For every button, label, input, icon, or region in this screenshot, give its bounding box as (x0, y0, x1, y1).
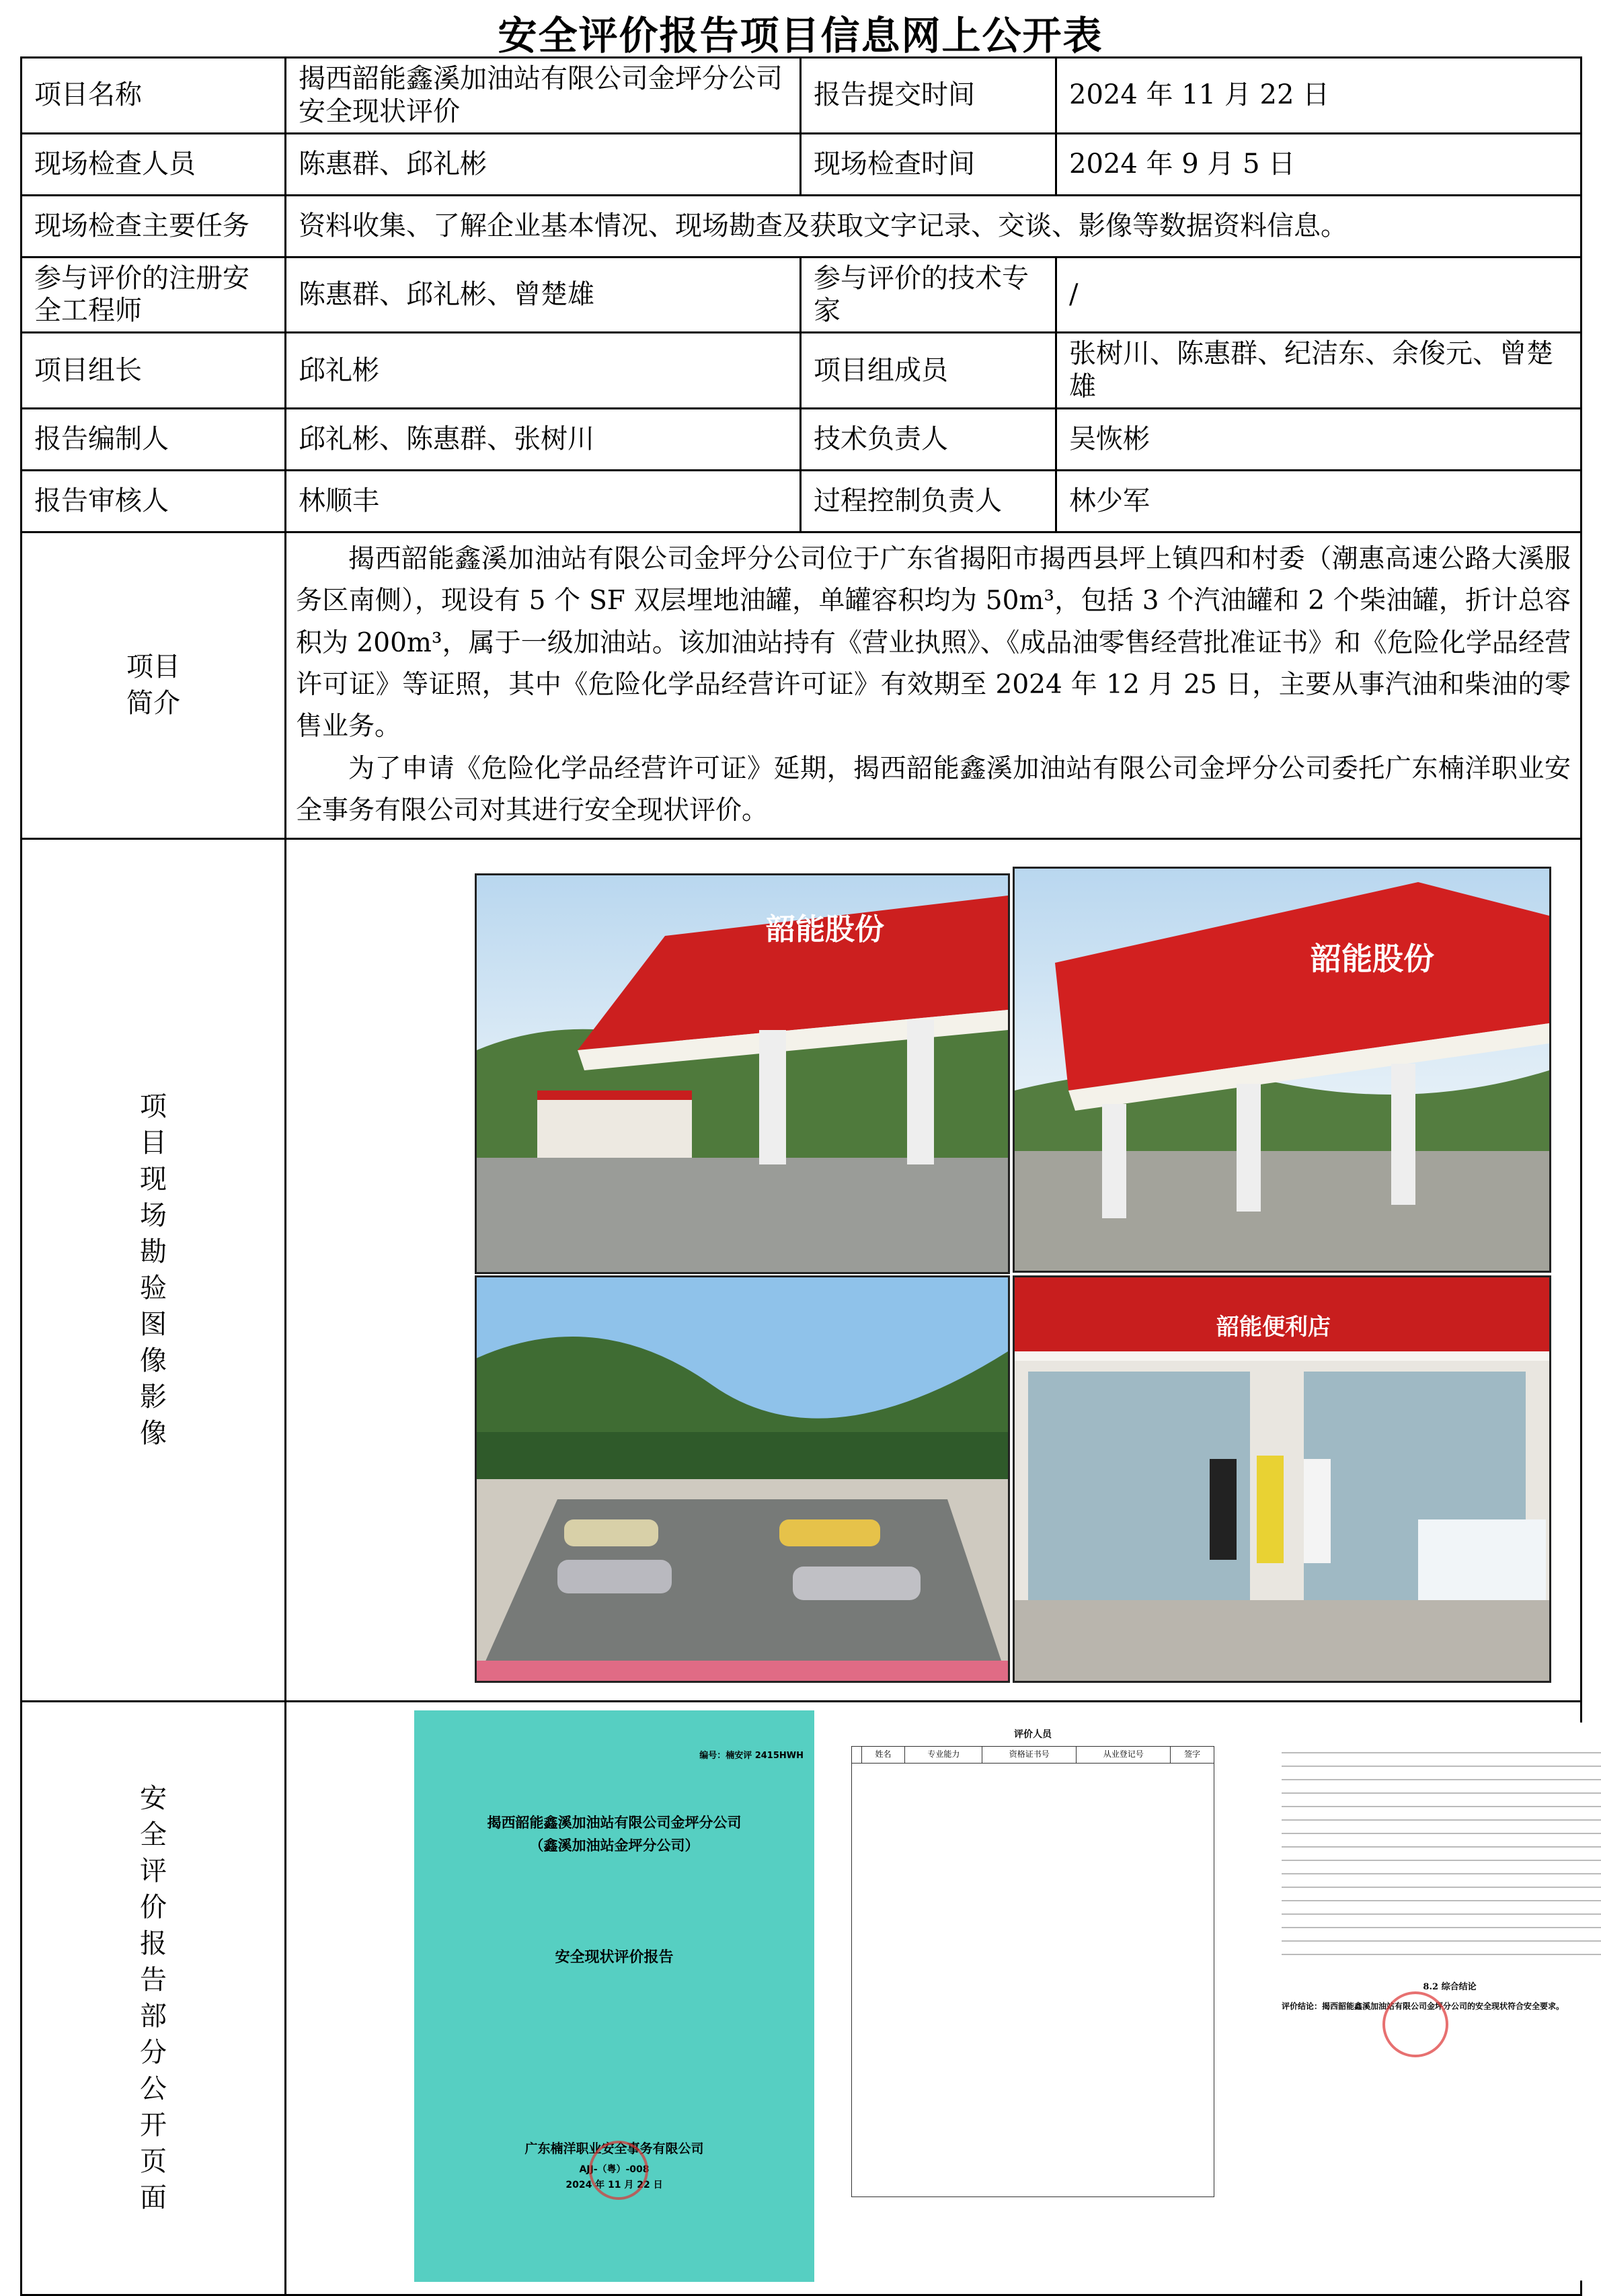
staff-page (851, 1723, 1214, 2281)
experts-label: 参与评价的技术专家 (801, 257, 1056, 333)
conclusion-body-lines (1282, 1740, 1601, 1962)
intro-paragraph-2: 为了申请《危险化学品经营许可证》延期，揭西韶能鑫溪加油站有限公司金坪分公司委托广东楠洋职业安全事务有限公司对其进行安全现状评价。 (296, 753, 1571, 826)
tech-lead: 吴恢彬 (1056, 408, 1582, 470)
store-photo (1013, 1275, 1551, 1683)
experts: / (1056, 257, 1582, 333)
staff-header-cell: 资格证书号 (982, 1746, 1077, 1763)
conclusion-text: 评价结论：揭西韶能鑫溪加油站有限公司金坪分公司的安全现状符合安全要求。 (1282, 2002, 1565, 2012)
compilers: 邱礼彬、陈惠群、张树川 (286, 408, 801, 470)
members-label: 项目组成员 (801, 333, 1056, 409)
cover-org: 广东楠洋职业安全事务有限公司 (524, 2141, 704, 2157)
staff-table (851, 1746, 1214, 2197)
staff-header-cell (852, 1746, 862, 1763)
staff-table-body (852, 1763, 1214, 2196)
cover-report-title: 安全现状评价报告 (555, 1948, 674, 1966)
shop-sign-text: 韶能便利店 (1216, 1313, 1331, 1341)
members: 张树川、陈惠群、纪洁东、余俊元、曾楚雄 (1056, 333, 1582, 409)
conclusion-title: 8.2 综合结论 (1423, 1981, 1477, 1992)
cover-company-alias: （鑫溪加油站金坪分公司） (529, 1837, 699, 1854)
submit-time-label: 报告提交时间 (801, 58, 1056, 134)
task: 资料收集、了解企业基本情况、现场勘查及获取文字记录、交谈、影像等数据资料信息。 (286, 195, 1582, 257)
page-title: 安全评价报告项目信息网上公开表 (498, 13, 1103, 58)
report-cover (414, 1710, 814, 2282)
inspectors: 陈惠群、邱礼彬 (286, 133, 801, 195)
process-lead: 林少军 (1056, 470, 1582, 532)
engineers-label: 参与评价的注册安全工程师 (22, 257, 286, 333)
engineers: 陈惠群、邱礼彬、曾楚雄 (286, 257, 801, 333)
compilers-label: 报告编制人 (22, 408, 286, 470)
staff-header-row (852, 1746, 1214, 1763)
intro-label: 项目简介 (126, 651, 180, 719)
process-lead-label: 过程控制负责人 (801, 470, 1056, 532)
staff-header-cell: 签字 (1171, 1746, 1214, 1763)
station-photo-2 (1013, 867, 1551, 1273)
conclusion-seal (1382, 1991, 1448, 2057)
tech-lead-label: 技术负责人 (801, 408, 1056, 470)
brand-text-1: 韶能股份 (766, 912, 884, 947)
docs-label-cell (22, 1701, 286, 2295)
station-photo-1 (475, 873, 1010, 1274)
info-table (20, 56, 1582, 2296)
staff-title: 评价人员 (1014, 1729, 1052, 1740)
staff-header-cell: 姓名 (861, 1746, 905, 1763)
photos-label: 项目现场勘验图像影像 (140, 1091, 167, 1449)
leader-label: 项目组长 (22, 333, 286, 409)
photos-label-cell (22, 838, 286, 1701)
cover-number: 编号：楠安评 2415HWH (699, 1750, 804, 1761)
staff-header-cell: 专业能力 (905, 1746, 982, 1763)
cover-code: AJJ-（粤）-008 (579, 2164, 650, 2175)
submit-time: 2024 年 11 月 22 日 (1056, 58, 1582, 134)
reviewer-label: 报告审核人 (22, 470, 286, 532)
leader: 邱礼彬 (286, 333, 801, 409)
intro-paragraph-1: 揭西韶能鑫溪加油站有限公司金坪分公司位于广东省揭阳市揭西县坪上镇四和村委（潮惠高速公路大溪服务区南侧），现设有 5 个 SF 双层埋地油罐，单罐容积均为 50m³，包括 3 个汽油罐和 2 个柴油罐，折计总容积为 200m³，属于一级加油站。该加油站持有《营业执照》、《成品油零售经营批准证书》和《危险化学品经营许可证》等证照，其中《危险化学品经营许可证》有效期至 2024 年 12 月 25 日，主要从事汽油和柴油的零售业务。 (296, 543, 1571, 742)
conclusion-page (1268, 1723, 1601, 2281)
docs-cell (286, 1701, 1582, 2295)
project-name-label: 项目名称 (22, 58, 286, 134)
inspect-time: 2024 年 9 月 5 日 (1056, 133, 1582, 195)
staff-header-cell: 从业登记号 (1077, 1746, 1171, 1763)
inspect-time-label: 现场检查时间 (801, 133, 1056, 195)
cover-company: 揭西韶能鑫溪加油站有限公司金坪分公司 (487, 1815, 742, 1831)
docs-label: 安全评价报告部分公开页面 (140, 1782, 167, 2213)
inspectors-label: 现场检查人员 (22, 133, 286, 195)
cover-date: 2024 年 11 月 22 日 (565, 2179, 663, 2190)
project-name: 揭西韶能鑫溪加油站有限公司金坪分公司安全现状评价 (286, 58, 801, 134)
task-label: 现场检查主要任务 (22, 195, 286, 257)
seal-stamp (589, 2141, 648, 2200)
tank-area-photo (475, 1275, 1010, 1683)
reviewer: 林顺丰 (286, 470, 801, 532)
intro-label-cell (22, 532, 286, 838)
intro-body (286, 532, 1582, 838)
brand-text-2: 韶能股份 (1311, 940, 1434, 977)
photos-cell (286, 838, 1582, 1701)
